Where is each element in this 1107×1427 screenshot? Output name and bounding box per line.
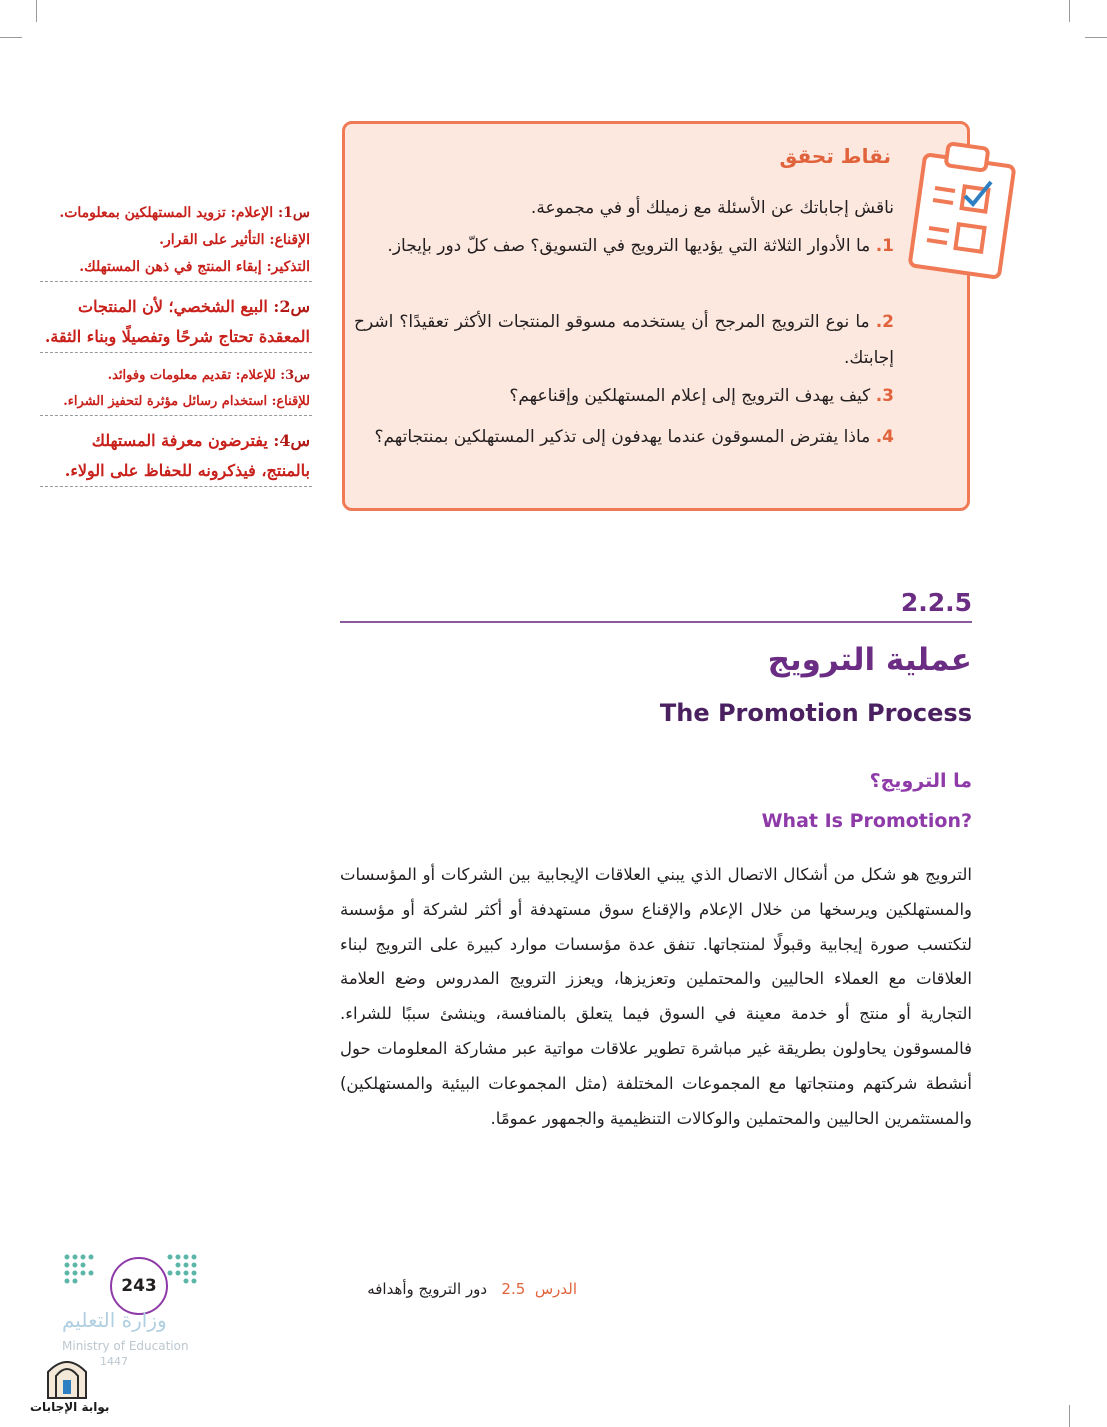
lesson-footer — [367, 1280, 577, 1298]
answer-line: المعقدة تحتاج شرحًا وتفصيلًا وبناء الثقة. — [44, 327, 310, 346]
crop-mark — [1085, 37, 1107, 38]
question-text: ما نوع الترويج المرجح أن يستخدمه مسوقو المنتجات الأكثر تعقيدًا؟ اشرح إجابتك. — [354, 312, 894, 368]
lesson-title: دور الترويج وأهدافه — [367, 1280, 488, 1298]
answer-label: س1: — [277, 205, 310, 221]
answer-line: للإعلام: تقديم معلومات وفوائد. — [107, 368, 276, 383]
ministry-name-arabic: وزارة التعليم — [62, 1308, 167, 1332]
question-item — [354, 228, 894, 264]
check-points-intro: ناقش إجاباتك عن الأسئلة مع زميلك أو في مجموعة. — [530, 198, 894, 218]
crop-mark — [36, 0, 37, 22]
answer-line: الإقناع: التأثير على القرار. — [159, 232, 310, 248]
check-points-title: نقاط تحقق — [779, 144, 891, 168]
question-item — [354, 419, 894, 455]
page-number: 243 — [110, 1257, 168, 1315]
ministry-name-english: Ministry of Education — [62, 1339, 189, 1353]
answer-block — [40, 292, 312, 353]
lesson-number: 2.5 — [501, 1280, 526, 1298]
answer-label: س4: — [273, 431, 310, 450]
question-number: 4. — [875, 427, 894, 447]
body-paragraph: الترويج هو شكل من أشكال الاتصال الذي يبني العلاقات الإيجابية بين الشركات أو المؤسسات والمستهلكين ويرسخها من خلال الإعلام والإقناع سوق مستهدفة أو أكثر لشركة أو مؤسسة لتكتسب صورة إيجابية وقبولًا لمنتجاتها. تنفق عدة مؤسسات موارد كبيرة على الترويج لبناء العلاقات مع العملاء الحاليين والمحتملين وتعزيزها، ويعزز الترويج المدروس وضع العلامة التجارية أو منتج أو خدمة معينة في السوق فيما يتعلق بالمنافسة، وينشئ سببًا للشراء. فالمسوقون يحاولون بطريقة غير مباشرة تطوير علاقات مواتية عبر مشاركة المعلومات حول أنشطة شركتهم ومنتجاتها مع المجموعات المختلفة (مثل المجموعات البيئية والمستهلكين) والمستثمرين الحاليين والمحتملين والوكالات التنظيمية والجمهور عمومًا. — [340, 865, 972, 1128]
answer-line: البيع الشخصي؛ لأن المنتجات — [78, 297, 268, 316]
subsection-title-english: What Is Promotion? — [761, 810, 972, 832]
crop-mark — [1069, 1405, 1070, 1427]
question-number: 2. — [875, 312, 894, 332]
question-text: ماذا يفترض المسوقون عندما يهدفون إلى تذكير المستهلكين بمنتجاتهم؟ — [374, 427, 871, 447]
handwritten-answers — [40, 200, 312, 497]
ministry-year: 1447 — [100, 1355, 128, 1368]
lesson-label: الدرس — [534, 1280, 577, 1298]
portal-label: بوابة الإجابات — [30, 1400, 110, 1414]
answer-line: بالمنتج، فيذكرونه للحفاظ على الولاء. — [64, 461, 310, 480]
answer-line: التذكير: إبقاء المنتج في ذهن المستهلك. — [79, 259, 310, 275]
answer-line: يفترضون معرفة المستهلك — [91, 431, 268, 450]
answer-block — [40, 363, 312, 416]
crop-mark — [0, 37, 22, 38]
section-title-arabic: عملية الترويج — [767, 642, 972, 678]
question-text: ما الأدوار الثلاثة التي يؤديها الترويج في التسويق؟ صف كلّ دور بإيجاز. — [387, 236, 871, 256]
question-number: 3. — [875, 386, 894, 406]
answer-label: س3: — [280, 368, 310, 383]
question-text: كيف يهدف الترويج إلى إعلام المستهلكين وإقناعهم؟ — [509, 386, 871, 406]
answer-line: للإقناع: استخدام رسائل مؤثرة لتحفيز الشراء. — [63, 394, 310, 409]
question-item — [354, 378, 894, 414]
check-points-box — [342, 121, 970, 511]
question-number: 1. — [875, 236, 894, 256]
answer-label: س2: — [273, 297, 310, 316]
section-number: 2.2.5 — [900, 588, 972, 617]
section-title-english: The Promotion Process — [659, 699, 972, 727]
portal-logo-icon — [44, 1350, 90, 1400]
subsection-title-arabic: ما الترويج؟ — [869, 770, 972, 792]
crop-mark — [1069, 0, 1070, 22]
section-divider — [340, 621, 972, 623]
clipboard-checklist-icon — [905, 130, 1020, 280]
answer-block — [40, 200, 312, 282]
answer-block — [40, 426, 312, 487]
answer-line: الإعلام: تزويد المستهلكين بمعلومات. — [59, 205, 274, 221]
question-item — [354, 304, 894, 376]
